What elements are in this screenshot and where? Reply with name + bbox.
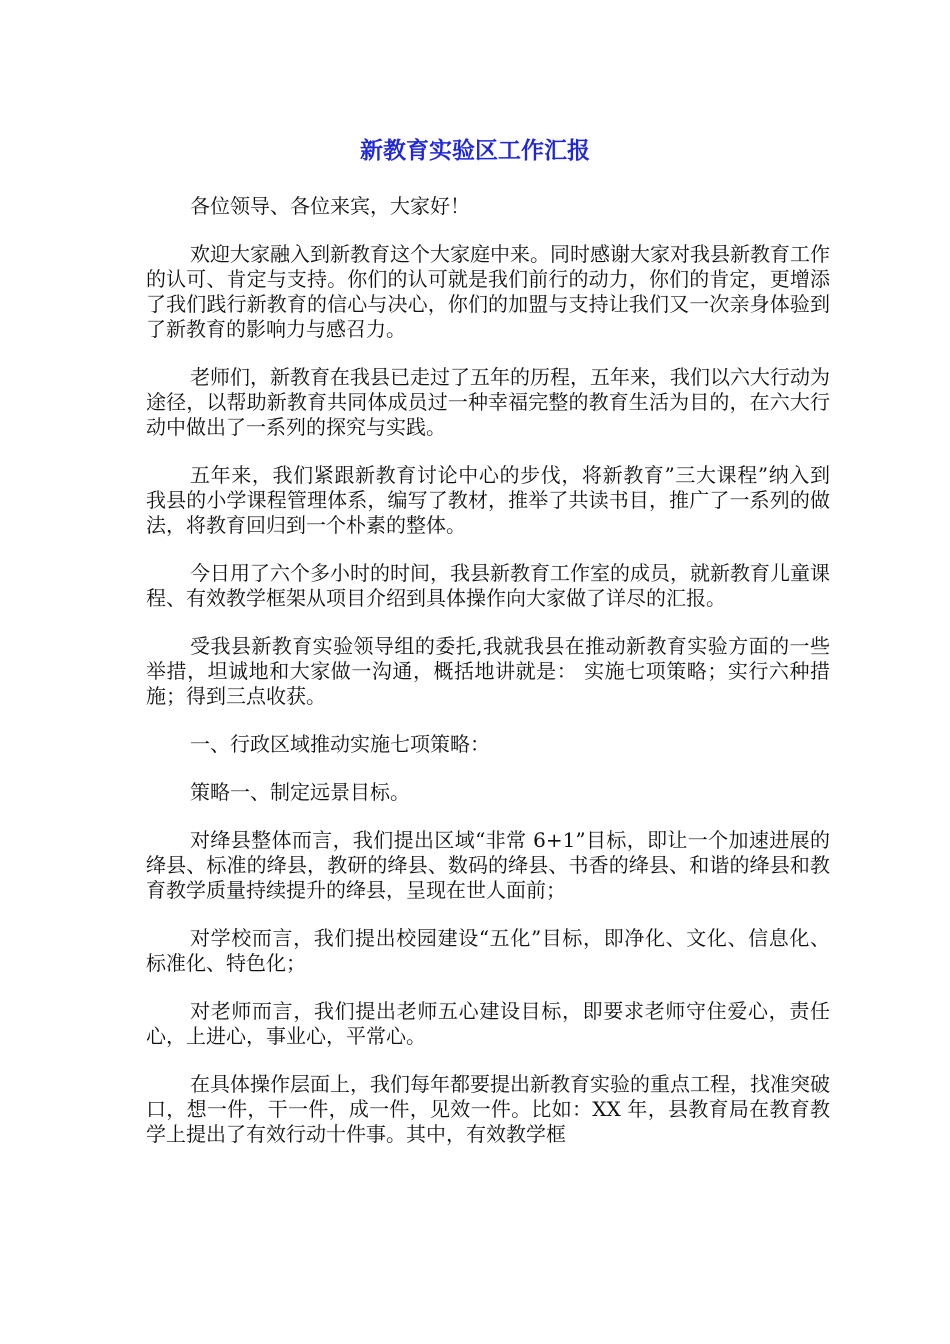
paragraph-county-goals: 对绛县整体而言，我们提出区域“非常 6+1”目标，即让一个加速进展的绛县、标准的绛县，教研的绛县、数码的绛县、书香的绛县、和谐的绛县和教育教学质量持续提升的绛县，呈现在世人面前； (146, 828, 830, 902)
paragraph-welcome: 欢迎大家融入到新教育这个大家庭中来。同时感谢大家对我县新教育工作的认可、肯定与支持。你们的认可就是我们前行的动力，你们的肯定，更增添了我们践行新教育的信心与决心，你们的加盟与支持让我们又一次亲身体验到了新教育的影响力与感召力。 (146, 242, 830, 341)
paragraph-teacher-goals: 对老师而言，我们提出老师五心建设目标，即要求老师守住爱心，责任心，上进心，事业心，平常心。 (146, 999, 830, 1048)
strategy-heading-one: 策略一、制定远景目标。 (190, 780, 410, 804)
paragraph-five-years-history: 老师们，新教育在我县已走过了五年的历程，五年来，我们以六大行动为途径，以帮助新教育共同体成员过一种幸福完整的教育生活为目的，在六大行动中做出了一系列的探究与实践。 (146, 365, 830, 439)
document-body (146, 194, 830, 1170)
paragraph-greeting: 各位领导、各位来宾，大家好！ (190, 194, 470, 218)
paragraph-operation-level: 在具体操作层面上，我们每年都要提出新教育实验的重点工程，找准突破口，想一件，干一件，成一件，见效一件。比如：XX 年，县教育局在教育教学上提出了有效行动十件事。其中，有效教学框 (146, 1072, 830, 1146)
paragraph-school-goals: 对学校而言，我们提出校园建设“五化”目标，即净化、文化、信息化、标准化、特色化； (146, 926, 830, 975)
paragraph-today-report: 今日用了六个多小时的时间，我县新教育工作室的成员，就新教育儿童课程、有效教学框架从项目介绍到具体操作向大家做了详尽的汇报。 (146, 561, 830, 610)
paragraph-summary: 受我县新教育实验领导组的委托,我就我县在推动新教育实验方面的一些举措，坦诚地和大家做一沟通，概括地讲就是： 实施七项策略；实行六种措施；得到三点收获。 (146, 634, 830, 708)
section-heading-seven-strategies: 一、行政区域推动实施七项策略： (190, 732, 490, 756)
paragraph-three-courses: 五年来，我们紧跟新教育讨论中心的步伐，将新教育”三大课程”纳入到我县的小学课程管理体系，编写了教材，推举了共读书目，推广了一系列的做法，将教育回归到一个朴素的整体。 (146, 463, 830, 537)
document-title: 新教育实验区工作汇报 (360, 138, 590, 164)
